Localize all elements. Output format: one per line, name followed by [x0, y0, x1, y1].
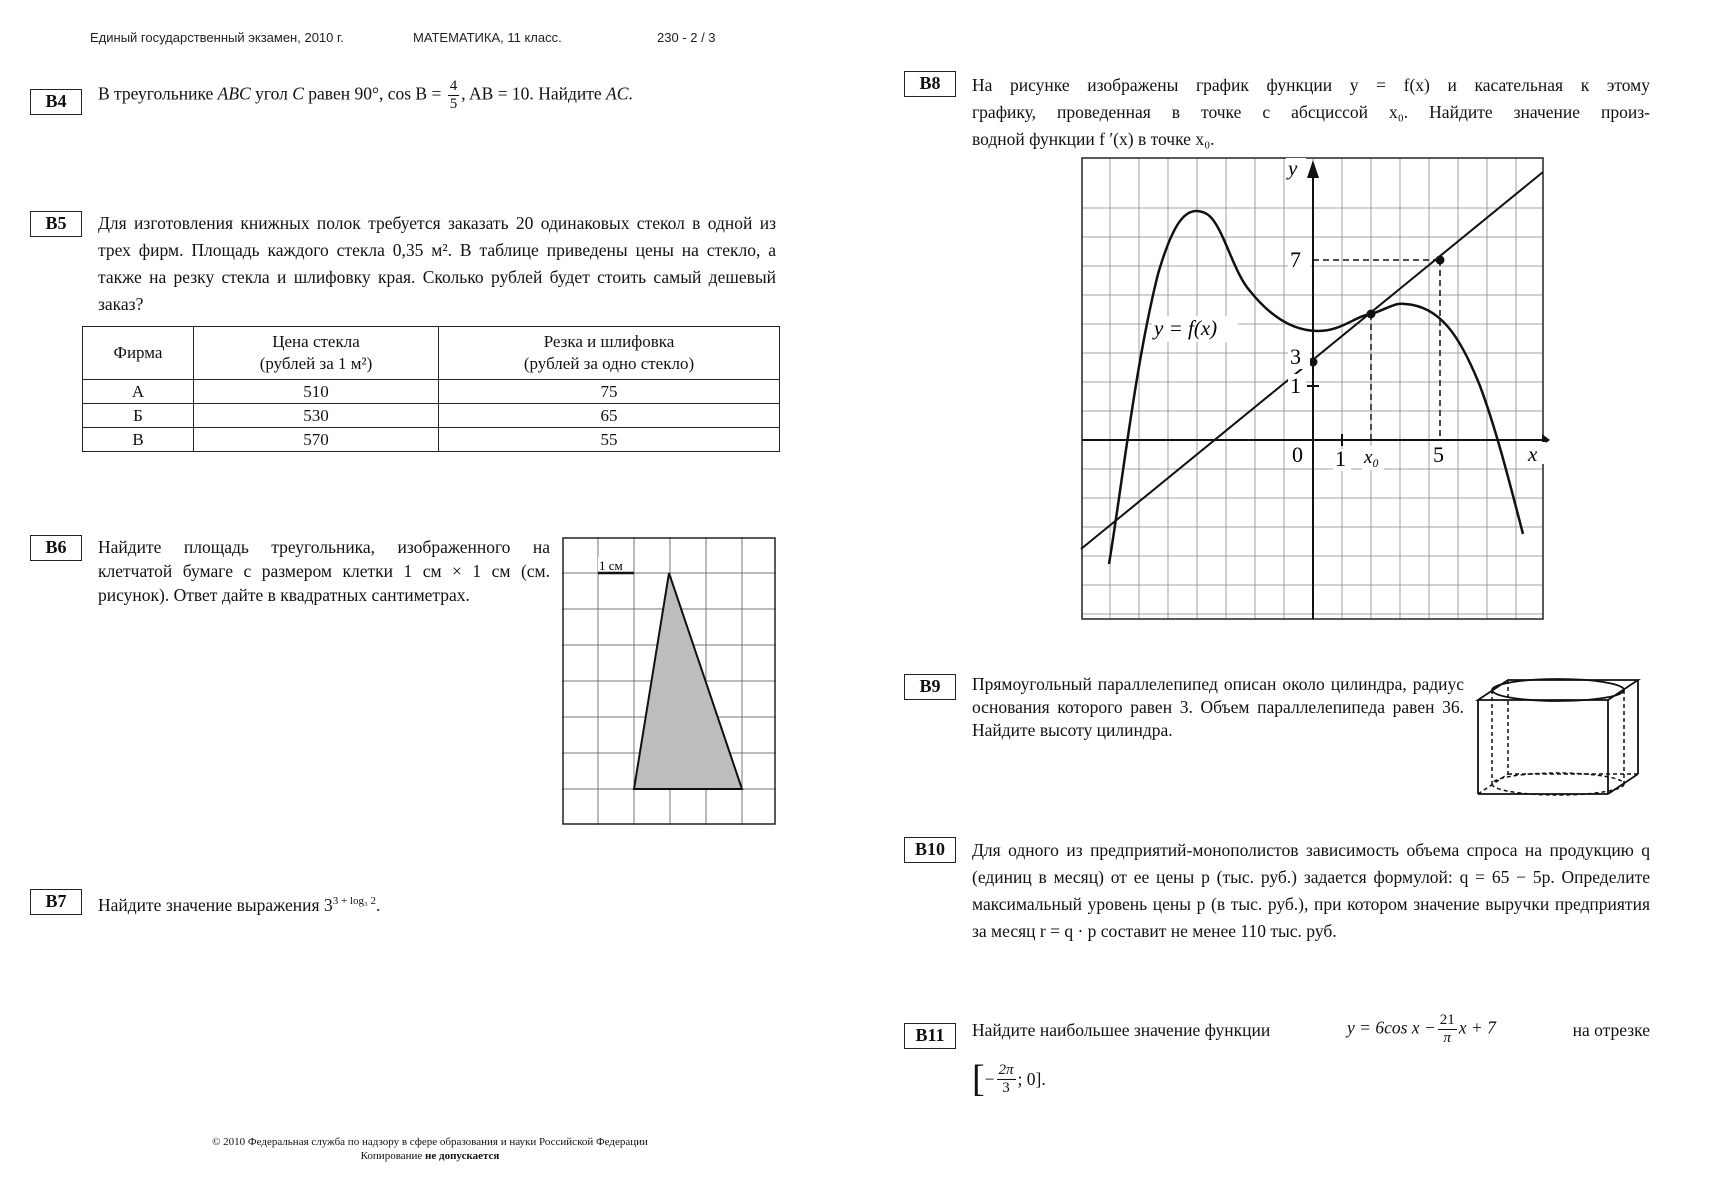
task-label-b5: B5 [30, 211, 82, 237]
fraction: $\frac{4}{5}$ [449, 78, 458, 112]
footer: © 2010 Федеральная служба по надзору в сфере образования и науки Российской Федерации Копирование не допускается [212, 1136, 648, 1162]
price-table [82, 326, 780, 452]
y-axis-arrow-icon [1307, 160, 1319, 178]
task-b6-text: Найдите площадь треугольника, изображенного на клетчатой бумаге с размером клетки 1 см × 1 см (см. рисунок). Ответ дайте в квадратных сантиметрах. [98, 537, 550, 605]
task-label-b7: B7 [30, 889, 82, 915]
scale-label: 1 см [599, 558, 623, 573]
header-subject: МАТЕМАТИКА, 11 класс. [413, 30, 562, 45]
origin-label: 0 [1292, 442, 1303, 467]
task-label-b11: B11 [904, 1023, 956, 1049]
table-row: Б 530 65 [83, 404, 780, 428]
task-b8-text: На рисунке изображены график функции y = f(x) и касательная к этому графику, проведенная в точке с абсциссой x₀. Найдите значение произ- водной функции f ′(x) в точке x₀. [972, 75, 1650, 149]
y-tick-1-label: 1 [1290, 373, 1301, 398]
function-graph [1080, 156, 1552, 622]
task-b7-text: Найдите значение выражения $3^{3 + log_3 2}$. [98, 894, 381, 915]
y-tick-3-label: 3 [1290, 344, 1301, 369]
table-header-firm: Фирма [83, 327, 194, 380]
tangent-point-5-7 [1436, 256, 1445, 265]
function-curve [1109, 211, 1523, 564]
task-label-b9: B9 [904, 674, 956, 700]
task-label-b8: B8 [904, 71, 956, 97]
fraction: $\frac{2\pi}{3}$ [998, 1061, 1014, 1096]
x-tick-1-label: 1 [1335, 446, 1346, 471]
fraction: $\frac{21}{\pi}$ [1439, 1012, 1455, 1046]
table-row: В 570 55 [83, 428, 780, 452]
task-label-b6: B6 [30, 535, 82, 561]
parallelepiped-figure [1474, 670, 1644, 806]
task-b4-text: В треугольнике ABC угол C равен 90°, cos B = $\frac{4}{5}$ , AB = 10. Найдите AC. [98, 78, 633, 112]
header-page: 230 - 2 / 3 [657, 30, 716, 45]
table-row: А 510 75 [83, 380, 780, 404]
task-label-b4: B4 [30, 89, 82, 115]
tangent-point-x0 [1367, 310, 1376, 319]
task-b10-text: Для одного из предприятий-монополистов зависимость объема спроса на продукцию q (единиц в месяц) от ее цены p (тыс. руб.) задается формулой: q = 65 − 5p. Определите максимальный уровень цены p (в тыс. руб.), при котором значение выручки предприятия за месяц r = q · p составит не менее 110 тыс. руб. [972, 840, 1650, 941]
task-b9-text: Прямоугольный параллелепипед описан около цилиндра, радиус основания которого равен 3. Объем параллелепипеда равен 36. Найдите высоту цилиндра. [972, 674, 1464, 740]
y-axis-label: y [1288, 156, 1298, 180]
task-b5-text: Для изготовления книжных полок требуется заказать 20 одинаковых стекол в одной из трех фирм. Площадь каждого стекла 0,35 м². В таблице приведены цены на стекло, а также на резку стекла и шлифовку края. Сколько рублей будет стоить самый дешевый заказ? [98, 213, 776, 314]
y-tick-7-label: 7 [1290, 247, 1301, 272]
task-label-b10: B10 [904, 837, 956, 863]
x-axis-label: x [1528, 442, 1538, 466]
task-b11-text: Найдите наибольшее значение функции y = 6cos x − $\frac{21}{\pi}$ x + 7 на отрезке [ − $\frac{2\pi}{3}$ ; 0]. [972, 1012, 1650, 1100]
table-header-price: Цена стекла (рублей за 1 м²) [194, 327, 439, 380]
function-label: y = f(x) [1154, 316, 1218, 340]
x-tick-5-label: 5 [1433, 442, 1444, 467]
x0-label: x₀ [1364, 447, 1380, 468]
table-header-cut: Резка и шлифовка (рублей за одно стекло) [439, 327, 780, 380]
header-exam: Единый государственный экзамен, 2010 г. [90, 30, 344, 45]
triangle-figure [562, 537, 778, 827]
